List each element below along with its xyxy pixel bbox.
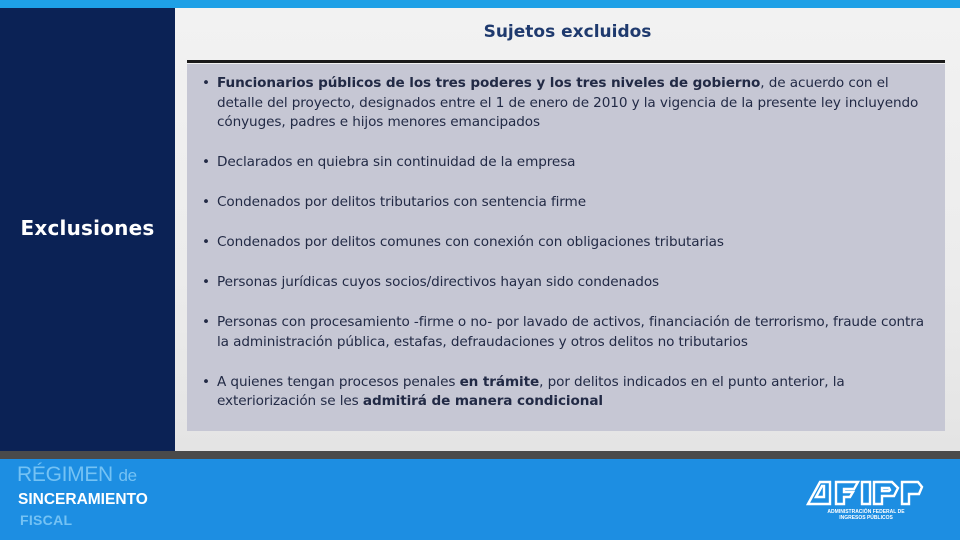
top-accent-bar [0,0,960,8]
list-item [202,233,932,253]
list-item [202,193,932,213]
exclusions-list [202,74,932,432]
list-item [202,273,932,293]
list-item [202,373,932,412]
list-item [202,153,932,173]
item-text: Declarados en quiebra sin continuidad de la empresa [217,154,576,170]
main-content [175,8,960,451]
item-text: , de acuerdo con el detalle del proyecto, designados entre el 1 de enero de 2010 y la vigencia de la presente ley incluyendo cónyuges, padres e hijos menores emancipados [217,75,919,130]
footer-regimen-word: RÉGIMEN [17,463,113,486]
sidebar-panel [0,8,175,451]
list-item [202,313,932,352]
list-item [202,74,932,133]
page-title: Sujetos excluidos [483,22,652,42]
item-emphasis: en trámite [459,373,540,390]
sidebar-title: Exclusiones [20,216,155,240]
item-text: , por delitos indicados en el punto anterior, la exteriorización se les [217,373,845,409]
logo-caption-line: ADMINISTRACIÓN FEDERAL DE [827,509,905,515]
item-text: A quienes tengan procesos penales [217,373,460,390]
footer-de: de [118,466,137,485]
item-text: Personas jurídicas cuyos socios/directivos hayan sido condenados [217,274,660,290]
footer [0,459,960,540]
footer-divider [0,451,960,459]
exclusions-box [187,64,945,431]
footer-fiscal: FISCAL [20,512,73,528]
footer-sinceramiento: SINCERAMIENTO [18,491,148,508]
item-text: Condenados por delitos comunes con conexión con obligaciones tributarias [217,234,724,250]
footer-regimen [17,463,137,487]
item-text: Condenados por delitos tributarios con sentencia firme [217,194,586,210]
heading-divider [187,60,945,63]
item-emphasis: Funcionarios públicos de los tres poderes y los tres niveles de gobierno [217,75,761,91]
item-emphasis: admitirá de manera condicional [362,393,603,409]
logo-caption [811,509,921,521]
logo-caption-line: INGRESOS PÚBLICOS [839,515,893,521]
item-text: Personas con procesamiento -firme o no- por lavado de activos, financiación de terrorismo, fraude contra la administración pública, estafas, defraudaciones y otros delitos no tributarios [217,314,925,350]
